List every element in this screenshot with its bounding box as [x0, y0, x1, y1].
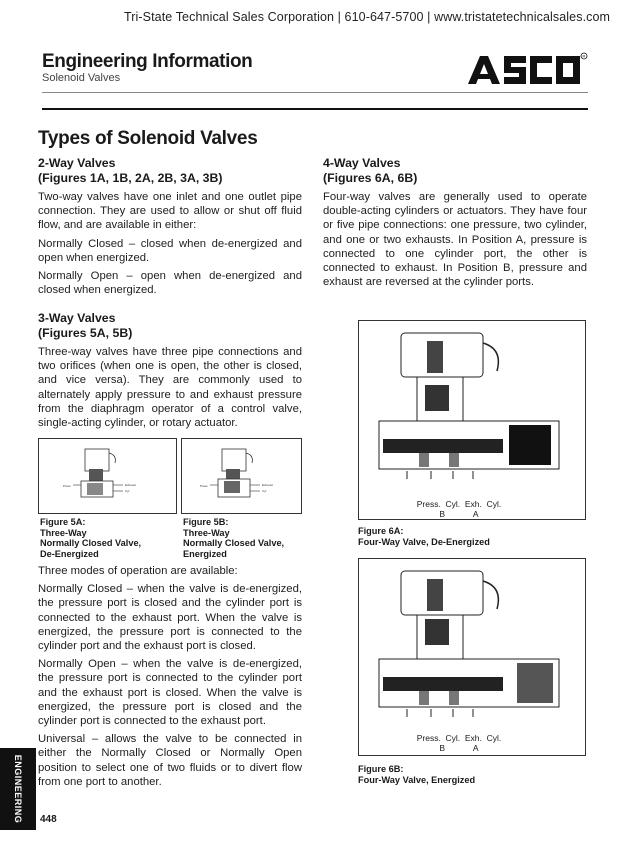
figure-5a-caption: Figure 5A: Three-Way Normally Closed Valve, De-Energized	[40, 517, 142, 559]
four-way-heading: 4-Way Valves	[323, 156, 401, 170]
page-title: Types of Solenoid Valves	[38, 128, 258, 149]
svg-text:R: R	[582, 53, 586, 59]
two-way-section	[38, 156, 302, 297]
svg-text:Press: Press	[200, 484, 208, 488]
section-title: Engineering Information	[42, 51, 253, 72]
engineering-side-tab: ENGINEERING	[0, 748, 36, 830]
modes-intro: Three modes of operation are available:	[38, 565, 238, 577]
figure-6a-diagram	[358, 320, 586, 520]
three-way-section	[38, 311, 302, 430]
mode-universal: Universal – allows the valve to be connected in either the Normally Closed or Normally Open position to select one of two fluids or to divert flow from one port to another.	[38, 733, 302, 788]
two-way-intro: Two-way valves have one inlet and one outlet pipe connection. They are used to allow or shut off fluid flow, and are available in either:	[38, 191, 302, 232]
three-way-modes	[38, 564, 302, 789]
three-way-heading: 3-Way Valves	[38, 311, 116, 325]
four-way-body: Four-way valves are generally used to operate double-acting cylinders or actuators. They have four or five pipe connections: one pressure, two cylinder, and one or two exhausts. In Position A, pressure is connected to one cylinder port, the other is connected to exhaust. In Position B, pressure and exhaust are reversed at the cylinder ports.	[323, 191, 587, 289]
figure-6b-caption: Figure 6B: Four-Way Valve, Energized	[358, 764, 476, 785]
figure-6b-diagram	[358, 558, 586, 756]
figure-5b-caption: Figure 5B: Three-Way Normally Closed Valve, Energized	[183, 517, 285, 559]
svg-text:Press: Press	[63, 484, 71, 488]
two-way-normally-open: Normally Open – open when de-energized and closed when energized.	[38, 270, 302, 297]
four-way-section	[323, 156, 587, 289]
figure-6a-caption: Figure 6A: Four-Way Valve, De-Energized	[358, 526, 490, 547]
figure-6b-port-labels-row2: B A	[439, 743, 479, 753]
svg-text:Cyl: Cyl	[262, 489, 267, 493]
figure-6a-port-labels: Press. Cyl. Exh. Cyl.	[416, 499, 502, 509]
three-way-intro: Three-way valves have three pipe connections and two orifices (when one is open, the other is closed, and vice versa). They are commonly used to alternately apply pressure to and exhaust pressure from the diaphragm operator of a control valve, single-acting cylinder, or rotary actuator.	[38, 346, 302, 430]
two-way-heading: 2-Way Valves	[38, 156, 116, 170]
section-subtitle: Solenoid Valves	[42, 72, 121, 84]
mode-normally-open: Normally Open – when the valve is de-energized, the pressure port is connected to the cylinder port and the exhaust port is closed. When the valve is energized, the pressure port is closed and the cylinder port is connected to the exhaust port.	[38, 658, 302, 728]
company-contact-line: Tri-State Technical Sales Corporation | 610-647-5700 | www.tristatetechnicalsales.com	[124, 10, 611, 24]
two-way-figures-ref: (Figures 1A, 1B, 2A, 2B, 3A, 3B)	[38, 171, 223, 185]
svg-text:Cyl: Cyl	[125, 489, 130, 493]
two-way-normally-closed: Normally Closed – closed when de-energized and open when energized.	[38, 237, 302, 264]
asco-logo	[466, 52, 588, 86]
figure-6b-port-labels: Press. Cyl. Exh. Cyl.	[416, 733, 502, 743]
page-number: 448	[40, 814, 57, 825]
figure-5a-diagram	[38, 438, 177, 514]
figure-6a-port-labels-row2: B A	[439, 509, 479, 519]
header-divider	[42, 92, 588, 93]
svg-text:Exhaust: Exhaust	[125, 483, 136, 487]
svg-text:Exhaust: Exhaust	[262, 483, 273, 487]
mode-normally-closed: Normally Closed – when the valve is de-energized, the pressure port is closed and the cylinder port is connected to the exhaust port. When the valve is energized, the pressure port is connected to the cylinder port and the exhaust port is closed.	[38, 583, 302, 653]
figure-5b-diagram	[181, 438, 302, 514]
header-rule	[42, 108, 588, 110]
three-way-figures-ref: (Figures 5A, 5B)	[38, 326, 133, 340]
four-way-figures-ref: (Figures 6A, 6B)	[323, 171, 418, 185]
